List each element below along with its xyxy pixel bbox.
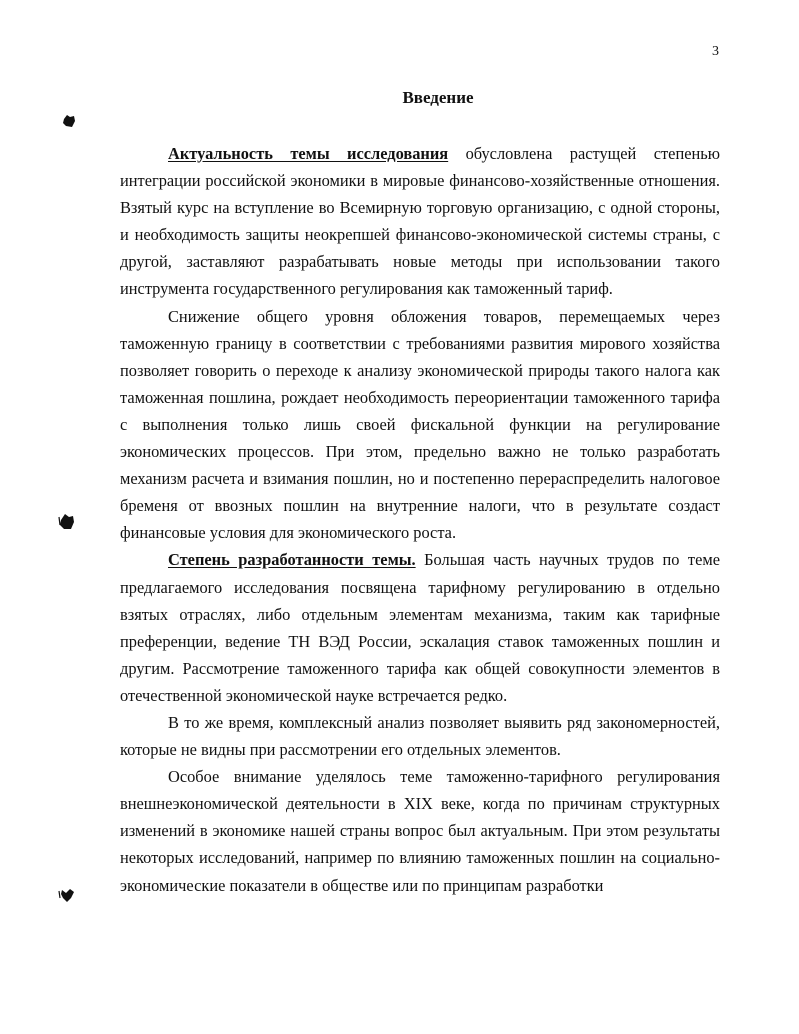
paragraph-relevance (120, 140, 720, 303)
binding-hole-mark-icon (62, 113, 76, 129)
paragraph-lead-degree: Степень разработанности темы. (168, 550, 416, 570)
paragraph-xix-century (120, 763, 720, 898)
paragraph-lead-relevance: Актуальность темы исследования (168, 144, 449, 163)
paragraph-text: Особое внимание уделялось теме таможенно-тарифного регулирования внешнеэкономической деятельности в XIX веке, когда по причинам структурных изменений в экономике нашей страны вопрос был актуальным. При этом результаты некоторых исследований, например по влиянию таможенных пошлин на социально-экономические показатели в обществе или по принципам разработки (120, 767, 720, 895)
paragraph-tariff-reduction (120, 303, 720, 547)
body-text (120, 140, 720, 899)
paragraph-text: Снижение общего уровня обложения товаров, перемещаемых через таможенную границу в соответствии с требованиями развития мирового хозяйства позволяет говорить о переходе к анализу экономической природы такого налога как таможенная пошлина, рождает необходимость переориентации таможенного тарифа с выполнения только лишь своей фискальной функции на регулирование экономических процессов. При этом, предельно важно не только разработать механизм расчета и взимания пошлин, но и постепенно перераспределить налоговое бременя от ввозных пошлин на внутренние налоги, что в результате создаст финансовые условия для экономического роста. (120, 306, 720, 543)
paragraph-degree-of-study (120, 546, 720, 709)
paragraph-text: обусловлена растущей степенью интеграции российской экономики в мировые финансово-хозяйственные отношения. Взятый курс на вступление во Всемирную торговую организацию, с одной стороны, и необходимость защиты неокрепшей финансово-экономической системы страны, с другой, заставляют разрабатывать новые методы при использовании такого инструмента государственного регулирования как таможенный тариф. (120, 144, 720, 299)
paragraph-text: В то же время, комплексный анализ позволяет выявить ряд закономерностей, которые не видны при рассмотрении его отдельных элементов. (120, 712, 720, 760)
page-number: 3 (712, 44, 719, 59)
binding-hole-mark-icon (58, 886, 76, 904)
paragraph-complex-analysis (120, 709, 720, 763)
paragraph-text: Большая часть научных трудов по теме предлагаемого исследования посвящена тарифному регулированию в отдельно взятых отраслях, либо отдельным элементам механизма, таким как тарифные преференции, ведение ТН ВЭД России, эскалация ставок таможенных пошлин и другим. Рассмотрение таможенного тарифа как общей совокупности элементов в отечественной экономической науке встречается редко. (120, 550, 721, 705)
page-title: Введение (402, 88, 474, 107)
binding-hole-mark-icon (58, 511, 76, 531)
